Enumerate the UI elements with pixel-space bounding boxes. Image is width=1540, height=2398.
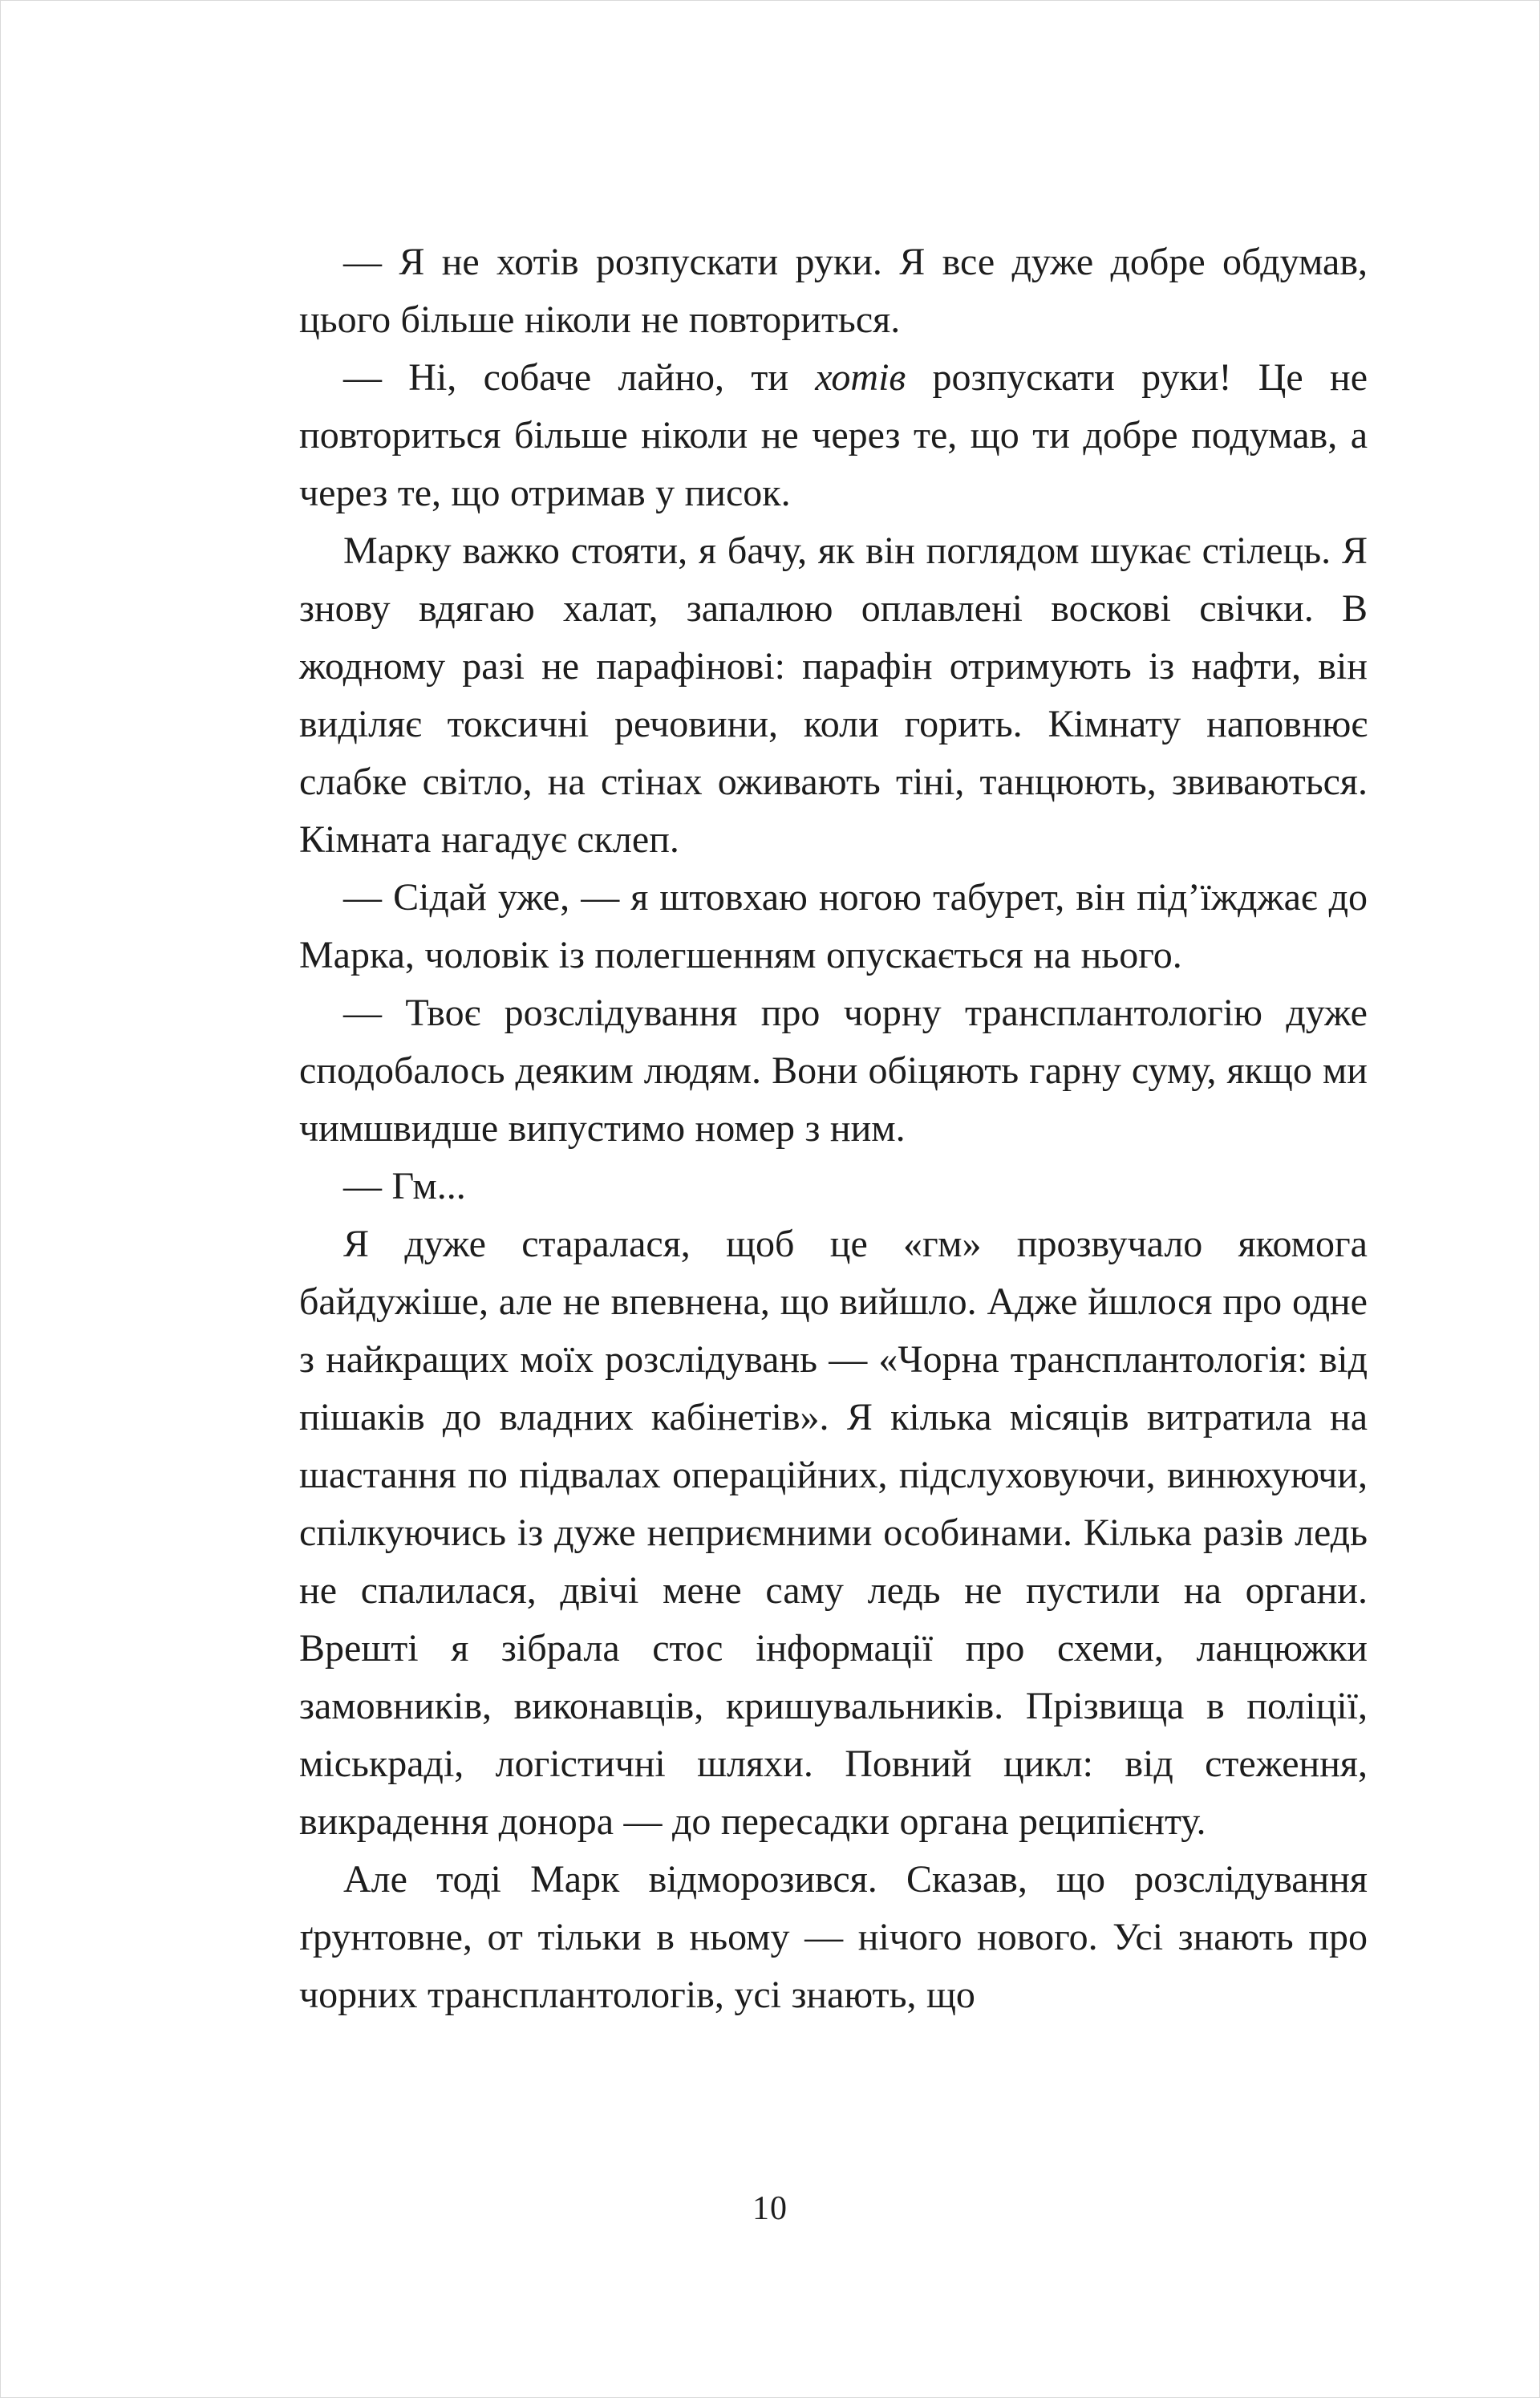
paragraph [299,522,1368,869]
paragraph [299,1215,1368,1851]
text-run: Марку важко стояти, я бачу, як він поглядом шукає стілець. Я знову вдягаю халат, запалюю оплавлені воскові свічки. В жодному разі не парафінові: парафін отримують із нафти, він виділяє токсичні речовини, коли горить. Кімнату наповнює слабке світло, на стінах оживають тіні, танцюють, звиваються. Кімната нагадує склеп. [299,530,1368,861]
text-run: — Гм... [343,1165,466,1207]
italic-text-run: хотів [815,356,906,399]
paragraph [299,984,1368,1158]
text-run: — Твоє розслідування про чорну трансплантологію дуже сподобалось деяким людям. Вони обіцяють гарну суму, якщо ми чимшвидше випустимо номер з ним. [299,992,1368,1150]
page-number: 10 [752,2190,788,2227]
paragraph [299,349,1368,522]
text-run: — Я не хотів розпускати руки. Я все дуже добре обдумав, цього більше ніколи не повториться. [299,241,1368,341]
paragraph [299,1851,1368,2024]
text-run: розпускати руки! Це не повториться більше ніколи не через те, що ти добре подумав, а через те, що отримав у писок. [299,356,1368,514]
text-block [299,233,1368,2024]
paragraph [299,869,1368,984]
text-run: Я дуже старалася, щоб це «гм» прозвучало якомога байдужіше, але не впевнена, що вийшло. Адже йшлося про одне з найкращих моїх розслідувань — «Чорна трансплантологія: від пішаків до владних кабінетів». Я кілька місяців витратила на шастання по підвалах операційних, підслуховуючи, винюхуючи, спілкуючись із дуже неприємними особинами. Кілька разів ледь не спалилася, двічі мене саму ледь не пустили на органи. Врешті я зібрала стос інформації про схеми, ланцюжки замовників, виконавців, кришувальників. Прізвища в поліції, міськраді, логістичні шляхи. Повний цикл: від стеження, викрадення донора — до пересадки органа реципієнту. [299,1223,1368,1843]
paragraph [299,1158,1368,1215]
text-run: — Ні, собаче лайно, ти [343,356,816,399]
paragraph [299,233,1368,349]
text-run: — Сідай уже, — я штовхаю ногою табурет, він під’їжджає до Марка, чоловік із полегшенням опускається на нього. [299,876,1368,976]
text-run: Але тоді Марк відморозився. Сказав, що розслідування ґрунтовне, от тільки в ньому — нічого нового. Усі знають про чорних трансплантологів, усі знають, що [299,1858,1368,2016]
